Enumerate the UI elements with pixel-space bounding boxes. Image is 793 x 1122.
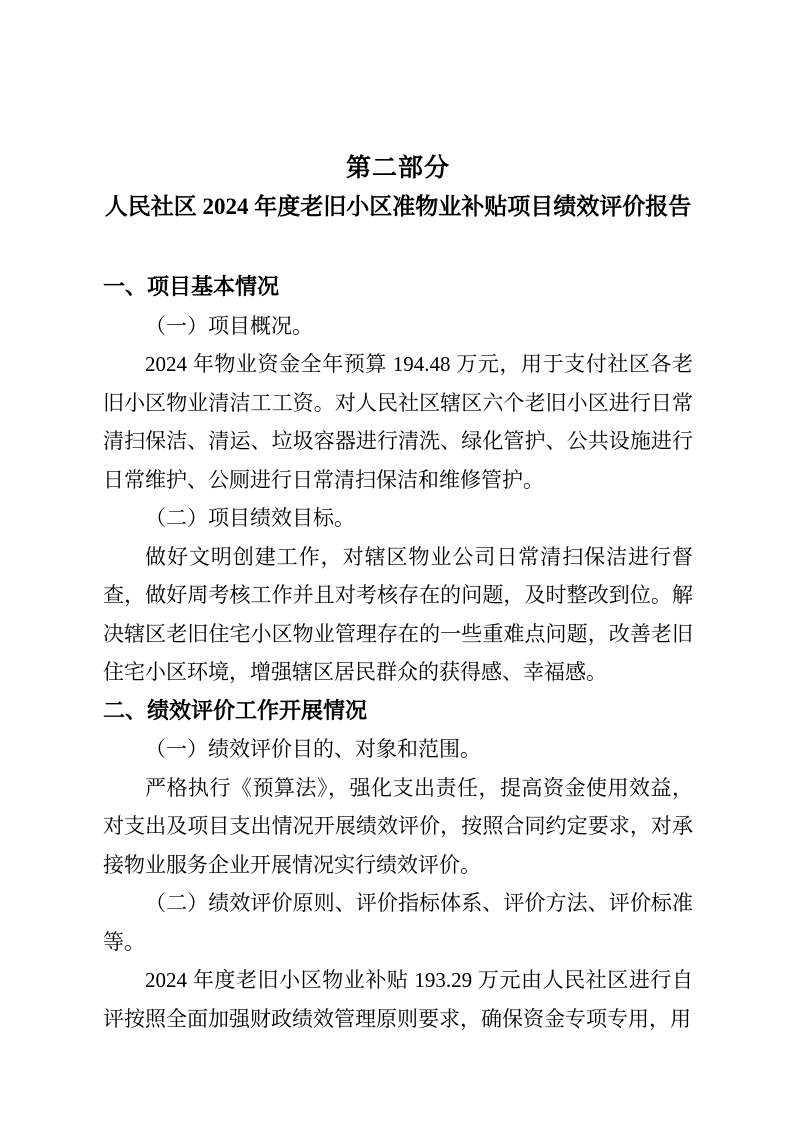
section-1-sub-1-body: 2024 年物业资金全年预算 194.48 万元，用于支付社区各老旧小区物业清洁工工资。对人民社区辖区六个老旧小区进行日常清扫保洁、清运、垃圾容器进行清洗、绿化管护、公共设施进行日常维护、公厕进行日常清扫保洁和维修管护。	[103, 352, 693, 492]
section-2-heading: 二、绩效评价工作开展情况	[103, 697, 368, 723]
section-2-sub-1-body: 严格执行《预算法》，强化支出责任，提高资金使用效益，对支出及项目支出情况开展绩效评价，按照合同约定要求，对承接物业服务企业开展情况实行绩效评价。	[103, 775, 693, 877]
section-1-sub-1-label: （一）项目概况。	[145, 313, 313, 338]
report-title: 人民社区 2024 年度老旧小区准物业补贴项目绩效评价报告	[104, 194, 692, 219]
section-2-sub-2-label: （二）绩效评价原则、评价指标体系、评价方法、评价标准等。	[103, 891, 693, 954]
section-1-sub-2-label: （二）项目绩效目标。	[145, 506, 355, 530]
section-2-sub-1-label: （一）绩效评价目的、对象和范围。	[145, 737, 481, 761]
part-title: 第二部分	[345, 155, 450, 182]
section-1-heading: 一、项目基本情况	[103, 274, 280, 299]
section-project-overview	[103, 268, 693, 692]
section-1-sub-2-body: 做好文明创建工作，对辖区物业公司日常清扫保洁进行督查，做好周考核工作并且对考核存在的问题，及时整改到位。解决辖区老旧住宅小区物业管理存在的一些重难点问题，改善老旧住宅小区环境，增强辖区居民群众的获得感、幸福感。	[103, 544, 693, 684]
section-evaluation-work	[103, 692, 693, 1039]
section-2-sub-2-body: 2024 年度老旧小区物业补贴 193.29 万元由人民社区进行自评按照全面加强财政绩效管理原则要求，确保资金专项专用，用	[103, 968, 693, 1031]
